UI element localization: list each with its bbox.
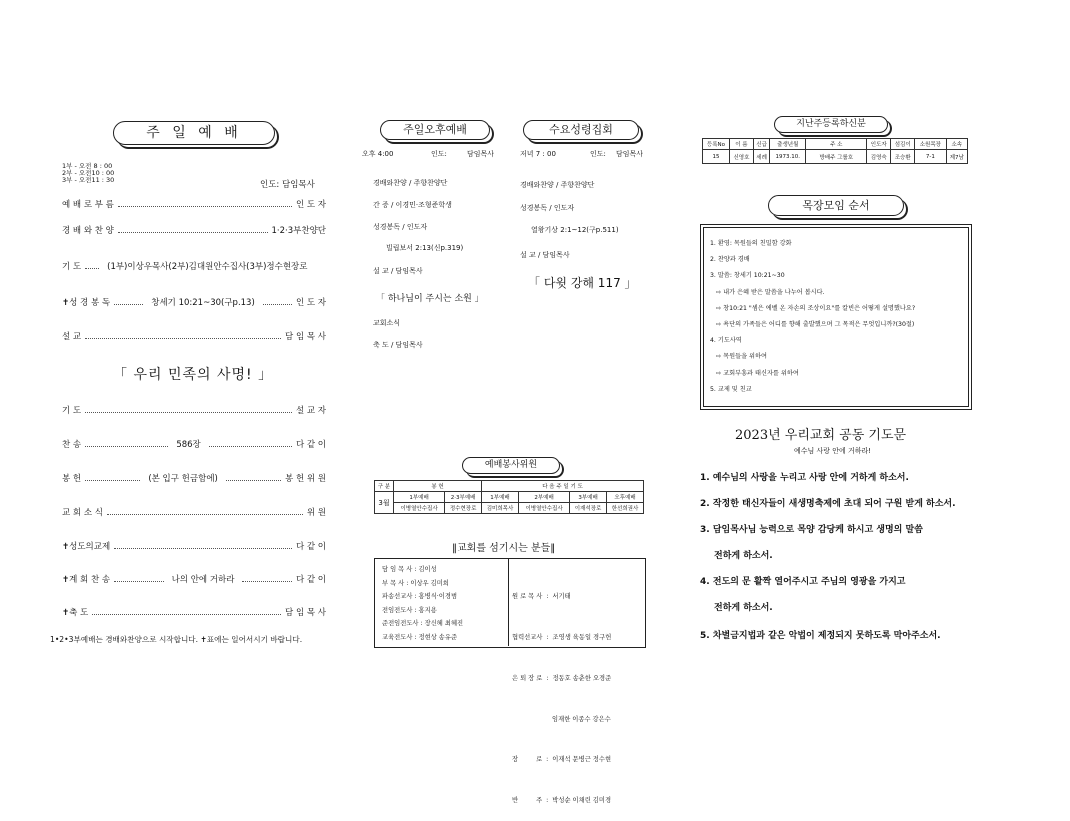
afternoon-line: 교회소식 [373, 319, 401, 327]
prayer-line: 1. 예수님의 사랑을 누리고 사랑 안에 거하게 하소서. [700, 473, 909, 483]
list-item: 4. 기도사역 [710, 337, 742, 345]
service-time-2: 2부 - 오전10 : 00 [62, 169, 115, 177]
staff-left [382, 563, 463, 645]
order-row: ✝축 도 담 임 목 사 [62, 608, 326, 618]
table-cell: 신영호 [729, 150, 753, 164]
table-cell: 1973.10. [770, 150, 806, 164]
table-subheader: 오후예배 [607, 492, 644, 503]
order-row: 기 도 (1부)이상우목사(2부)김대원안수집사(3부)정수현장로 [62, 262, 308, 272]
staff-title: ‖교회를 섬기시는 분들‖ [452, 543, 556, 554]
table-header: 봉 헌 [394, 481, 482, 492]
prayer-line: 5. 차별금지법과 같은 악법이 제정되지 못하도록 막아주소서. [700, 631, 941, 641]
prayer-subtitle: 예수님 사랑 안에 거하라! [794, 447, 872, 455]
afternoon-sermon: 「 하나님이 주시는 소원 」 [376, 294, 484, 304]
worship-leader: 인도: 담임목사 [260, 180, 315, 190]
staff-line: 담 임 목 사 : 김이성 [382, 566, 437, 573]
afternoon-line: 설 교 / 담임목사 [373, 267, 423, 275]
wednesday-sermon: 「 다윗 강해 117 」 [528, 276, 637, 290]
table-header: 주 소 [806, 139, 867, 150]
list-item: 3. 말씀: 창세기 10:21~30 [710, 272, 785, 280]
committee-table [374, 480, 644, 514]
table-subheader: 2·3부예배 [445, 492, 482, 503]
service-times [62, 163, 114, 184]
service-time-1: 1부 - 오전 8 : 00 [62, 162, 113, 170]
afternoon-time: 오후 4:00 [362, 150, 394, 158]
table-header: 구 분 [375, 481, 394, 492]
staff-line: 장 로 : 이재석 문병근 정수현 [512, 756, 612, 764]
wednesday-time: 저녁 7 : 00 [520, 150, 556, 158]
table-cell: 15 [703, 150, 730, 164]
committee-title: 예배봉사위원 [462, 457, 560, 474]
order-row: 기 도 설 교 자 [62, 406, 326, 416]
service-time-3: 3부 - 오전11 : 30 [62, 176, 115, 184]
staff-divider [508, 558, 509, 646]
cell-list [710, 236, 915, 398]
afternoon-line: 성경봉독 / 인도자 [373, 223, 428, 231]
table-subheader: 2부예배 [518, 492, 569, 503]
staff-line: 임재한 이종수 강은수 [512, 715, 611, 723]
order-row: 봉 헌 (본 입구 헌금함에) 봉 헌 위 원 [62, 474, 326, 484]
list-item: ⇨ 욕단의 가족들은 어디를 향해 출발했으며 그 목적은 무엇입니까?(30절) [716, 321, 915, 329]
afternoon-leader-label: 인도: [431, 150, 447, 158]
list-item: ⇨ 창10:21 "셈은 에벨 온 자손의 조상이요"를 칼빈은 어떻게 설명했나요? [716, 304, 916, 312]
month-cell: 3월 [375, 492, 394, 514]
newcomer-title: 지난주등록하신분 [774, 116, 888, 133]
table-header: 소원목장 [915, 139, 946, 150]
table-cell: 방배주 그룹호 [806, 150, 867, 164]
staff-line: 전임전도사 : 홍지용 [382, 606, 437, 614]
list-item: ⇨ 교회부흥과 태신자를 위하여 [716, 369, 799, 377]
list-item: ⇨ 내가 은혜 받은 말씀을 나누어 봅시다. [716, 288, 825, 296]
prayer-line: 2. 작정한 태신자들이 새생명축제에 초대 되어 구원 받게 하소서. [700, 499, 956, 509]
worship-title: 주 일 예 배 [113, 121, 275, 145]
table-cell: 김영숙 [867, 150, 891, 164]
staff-line: 원 로 목 사 : 서기태 [512, 593, 571, 601]
table-cell: 이재석장로 [570, 503, 607, 514]
order-row: ✝성도의교제 다 같 이 [62, 542, 326, 552]
list-item: ⇨ 목원들을 위하여 [716, 353, 767, 361]
table-cell: 세례 [753, 150, 769, 164]
afternoon-line: 축 도 / 담임목사 [373, 341, 423, 349]
sermon-title: 「 우리 민족의 사명! 」 [113, 367, 274, 383]
prayer-line: 전하게 하소서. [714, 551, 773, 561]
prayer-line: 4. 전도의 문 활짝 열어주시고 주님의 영광을 가지고 [700, 577, 906, 587]
table-cell: 제7남 [946, 150, 967, 164]
table-subheader: 1부예배 [482, 492, 519, 503]
wednesday-line: 경배와찬양 / 주향찬양단 [520, 181, 595, 189]
staff-line: 파송선교사 : 홍병식·이경범 [382, 593, 458, 601]
afternoon-leader: 담임목사 [467, 150, 495, 158]
wednesday-title: 수요성령집회 [523, 120, 639, 140]
wednesday-leader: 담임목사 [616, 150, 644, 158]
table-subheader: 1부예배 [394, 492, 445, 503]
staff-line: 교육전도사 : 정현상 송유준 [382, 633, 458, 641]
list-item: 2. 찬양과 경배 [710, 256, 750, 264]
staff-line: 부 목 사 : 이상우 김미희 [382, 579, 449, 587]
prayer-title: 2023년 우리교회 공동 기도문 [735, 428, 907, 443]
table-header: 섬김이 [891, 139, 915, 150]
table-header: 출생년월 [770, 139, 806, 150]
wednesday-line: 열왕기상 2:1~12(구p.511) [531, 226, 619, 234]
table-header: 신급 [753, 139, 769, 150]
list-item: 5. 교제 및 친교 [710, 385, 752, 393]
prayer-line: 3. 담임목사님 능력으로 목양 감당케 하시고 생명의 말씀 [700, 525, 923, 535]
wednesday-line: 성경봉독 / 인도자 [520, 204, 575, 212]
table-cell: 이병열안수집사 [518, 503, 569, 514]
footnote: 1•2•3부예배는 경배와찬양으로 시작합니다. ✝표에는 일어서시기 바랍니다. [50, 635, 303, 644]
order-row: 교 회 소 식 위 원 [62, 508, 326, 518]
table-header: 등록No [703, 139, 730, 150]
table-header: 이 름 [729, 139, 753, 150]
cell-title: 목장모임 순서 [768, 195, 904, 216]
staff-line: 은 퇴 장 로 : 정동호 송춘한 오경준 [512, 674, 612, 682]
staff-right [512, 563, 611, 821]
table-cell: 정수현장로 [445, 503, 482, 514]
table-subheader: 3부예배 [570, 492, 607, 503]
table-cell: 한선희권사 [607, 503, 644, 514]
table-cell: 이병열안수집사 [394, 503, 445, 514]
table-header: 다 음 주 일 기 도 [482, 481, 644, 492]
table-cell: 김미희목사 [482, 503, 519, 514]
newcomer-table [702, 138, 968, 164]
list-item: 1. 환영: 목원들의 친밀함 강화 [710, 240, 792, 247]
staff-line: 준전임전도사 : 장신혜 최혜진 [382, 620, 464, 628]
order-row: 경 배 와 찬 양 1·2·3부찬양단 [62, 226, 326, 236]
wednesday-line: 설 교 / 담임목사 [520, 251, 570, 259]
wednesday-leader-label: 인도: [590, 150, 606, 158]
table-cell: 7-1 [915, 150, 946, 164]
order-row: ✝성 경 봉 독 창세기 10:21~30(구p.13) 인 도 자 [62, 298, 326, 308]
prayer-line: 전하게 하소서. [714, 603, 773, 613]
table-header: 인도자 [867, 139, 891, 150]
afternoon-title: 주일오후예배 [380, 120, 490, 140]
afternoon-line: 경배와찬양 / 주향찬양단 [373, 179, 448, 187]
afternoon-line: 빌립보서 2:13(신p.319) [386, 244, 464, 252]
staff-line: 협력선교사 : 조영생 육동일 경구헌 [512, 633, 612, 641]
afternoon-line: 간 증 / 이경민·조형준학생 [373, 201, 452, 209]
order-row: 설 교 담 임 목 사 [62, 332, 326, 342]
order-row: 찬 송 586장 다 같 이 [62, 440, 327, 450]
staff-line: 반 주 : 박성순 이채린 김미경 [512, 797, 612, 805]
table-cell: 조승환 [891, 150, 915, 164]
order-row: ✝계 회 찬 송 나의 안에 거하라 다 같 이 [62, 575, 327, 585]
order-row: 예 배 로 부 름 인 도 자 [62, 200, 326, 210]
table-header: 소속 [946, 139, 967, 150]
